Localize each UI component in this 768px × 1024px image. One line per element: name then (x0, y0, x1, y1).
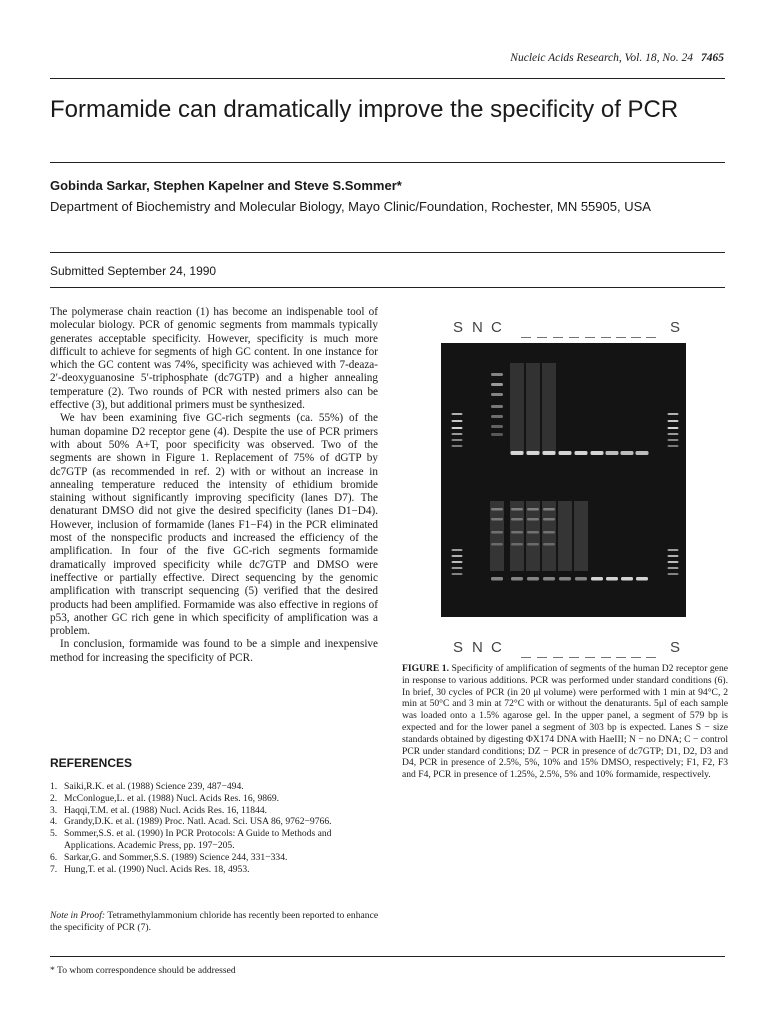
journal-header (510, 52, 724, 64)
gel-band (491, 531, 503, 534)
lane-label-f3 (627, 656, 644, 658)
gel-smear (510, 363, 524, 453)
gel-band (543, 518, 555, 521)
lane-label-d1 (533, 656, 550, 658)
product-band-lower (575, 577, 587, 581)
gel-band (543, 508, 555, 511)
lane-label-s: S (670, 639, 681, 656)
lane-label-d3 (565, 336, 582, 338)
gel-band (527, 543, 539, 546)
footnote-rule (50, 956, 725, 957)
lane-label-f4 (642, 336, 659, 338)
product-band-upper (511, 451, 524, 455)
note-in-proof (50, 910, 380, 934)
gel-smear (542, 501, 556, 571)
gel-band (491, 543, 503, 546)
ladder-band (452, 567, 463, 569)
product-band-lower (621, 577, 633, 581)
ladder-band (668, 439, 679, 441)
ladder-band (668, 427, 679, 429)
lane-label-c: C (491, 639, 502, 656)
product-band-lower (491, 577, 503, 581)
gel-band (491, 425, 503, 428)
authors: Gobinda Sarkar, Stephen Kapelner and Steve S.Sommer* (50, 178, 402, 193)
gel-band (491, 415, 503, 418)
ladder-band (668, 420, 679, 422)
figure-caption (402, 663, 728, 781)
gel-smear (510, 501, 524, 571)
product-band-lower (543, 577, 555, 581)
gel-band (491, 405, 503, 408)
gel-band (491, 433, 503, 436)
ladder-band (668, 567, 679, 569)
lane-label-f4 (642, 656, 659, 658)
page-number: 7465 (701, 52, 724, 64)
lane-label-d2 (549, 656, 566, 658)
reference-item: 7. Hung,T. et al. (1990) Nucl. Acids Res. 18, 4953. (50, 863, 250, 875)
gel-image (441, 343, 686, 617)
ladder-band (668, 413, 679, 415)
reference-item: 5. Sommer,S.S. et al. (1990) In PCR Protocols: A Guide to Methods and Applications. Academic Press, pp. 197−205. (50, 828, 332, 851)
title-rule (50, 162, 725, 163)
lane-label-f2 (612, 336, 629, 338)
affiliation: Department of Biochemistry and Molecular Biology, Mayo Clinic/Foundation, Rochester, MN 55905, USA (50, 199, 651, 214)
gel-band (491, 393, 503, 396)
footnote: * To whom correspondence should be addressed (50, 965, 236, 976)
article-title: Formamide can dramatically improve the specificity of PCR (50, 96, 679, 123)
body-paragraph-1: The polymerase chain reaction (1) has become an indispenable tool of molecular biology. PCR of genomic segments from mammals typically generates acceptable specificity. However, specificity is much more difficult to achieve for segments of high GC content. In one instance for which the GC content was 74%, specificity was achieved with 7-deaza-2′-deoxyguanosine 5′-triphosphate (dc7GTP) and a higher annealing temperature (2). Two rounds of PCR with nested primers also can be effective (3), but additional primers must be synthesized. (50, 306, 378, 412)
ladder-band (668, 445, 679, 447)
gel-band (491, 518, 503, 521)
lane-label-d4 (581, 336, 598, 338)
lane-label-f1 (597, 336, 614, 338)
lane-label-n: N (472, 639, 483, 656)
gel-smear (542, 363, 556, 453)
body-paragraph-3: In conclusion, formamide was found to be a simple and inexpensive method for increasing the specificity of PCR. (50, 638, 378, 664)
product-band-upper (591, 451, 604, 455)
lane-labels-bottom-svg (450, 620, 690, 658)
gel-smear (526, 363, 540, 453)
product-band-upper (575, 451, 588, 455)
product-band-upper (636, 451, 649, 455)
note-label: Note in Proof: (50, 910, 106, 921)
lane-label-d1 (533, 336, 550, 338)
gel-band (511, 543, 523, 546)
ladder-band (452, 413, 463, 415)
reference-item: 2. McConlogue,L. et al. (1988) Nucl. Acids Res. 16, 9869. (50, 792, 280, 804)
lane-label-c: C (491, 319, 502, 336)
affiliation-rule (50, 252, 725, 253)
lane-label-dz (517, 656, 534, 658)
body-paragraph-2: We hav been examining five GC-rich segments (ca. 55%) of the human dopamine D2 receptor gene (4). Despite the use of PCR primers with about 50% A+T, poor specificity was observed. Two of the segments are shown in Figure 1. Replacement of 75% of dGTP by dc7GTP (as recommended in ref. 2) with or without an increase in annealing temperature reduced the intensity of ethidium bromide staining without significantly improving specificity (lanes D7). The denaturant DMSO did not give the desired specificity (lanes D1−D4). However, inclusion of formamide (lanes F1−F4) in the PCR eliminated most of the nonspecific products and increased the efficiency of the amplification. In four of the five GC-rich segments formamide dramatically improved specificity while dc7GTP and DMSO were ineffective or partially effective. Direct sequencing by the genomic amplification with transcript sequencing (5) verified that the desired products had been amplified. Formamide was also effective in regions of p53, another GC rich gene in which specificity of amplification was a problem. (50, 412, 378, 638)
lane-label-d2 (549, 336, 566, 338)
gel-smear (574, 501, 588, 571)
product-band-upper (527, 451, 540, 455)
ladder-band (668, 573, 679, 575)
lane-label-f2 (612, 656, 629, 658)
ladder-band (452, 439, 463, 441)
lane-label-f3 (627, 336, 644, 338)
ladder-band (452, 433, 463, 435)
gel-svg (441, 343, 686, 617)
reference-list (50, 781, 380, 875)
submitted-rule (50, 287, 725, 288)
submitted-date: Submitted September 24, 1990 (50, 264, 217, 278)
lane-label-s: S (453, 319, 464, 336)
ladder-band (452, 445, 463, 447)
lane-label-s: S (670, 319, 681, 336)
gel-band (511, 518, 523, 521)
reference-item: 1. Saiki,R.K. et al. (1988) Science 239, 487−494. (50, 781, 244, 792)
ladder-band (668, 549, 679, 551)
gel-band (543, 531, 555, 534)
gel-band (527, 508, 539, 511)
lane-label-d3 (565, 656, 582, 658)
note-text: Tetramethylammonium chloride has recently been reported to enhance the specificity of PCR (7). (50, 910, 379, 933)
ladder-band (668, 555, 679, 557)
caption-text: Specificity of amplification of segments of the human D2 receptor gene in response to various additions. PCR was performed under standard conditions (6). In brief, 30 cycles of PCR (in 20 μl volume) were performed with 1 min at 94°C, 2 min at 50°C and 3 min at 72°C with or without the denaturants. 5μl of each sample was loaded onto a 1.5% agarose gel. In the upper panel, a segment of 579 bp is expected and for the lower panel a segment of 303 bp is expected. Lanes S − size standards obtained by digesting ΦX174 DNA with HaeIII; N − no DNA; C − control PCR under standard conditions; DZ − PCR in presence of dc7GTP; D1, D2, D3 and D4, PCR in presence of 2.5%, 5%, 10% and 15% DMSO, respectively; F1, F2, F3 and F4, PCR in presence of 1.25%, 2.5%, 5% and 10% formamide, respectively. (402, 663, 728, 781)
ladder-band (452, 573, 463, 575)
lane-label-d4 (581, 656, 598, 658)
product-band-lower (527, 577, 539, 581)
gel-smear (526, 501, 540, 571)
gel-band (491, 373, 503, 376)
caption-label: FIGURE 1. (402, 663, 450, 674)
gel-band (511, 531, 523, 534)
reference-item: 6. Sarkar,G. and Sommer,S.S. (1989) Science 244, 331−334. (50, 851, 288, 863)
gel-band (543, 543, 555, 546)
ladder-band (668, 433, 679, 435)
lane-label-dz (517, 336, 534, 338)
gel-smear (490, 501, 504, 571)
lane-label-s: S (453, 639, 464, 656)
gel-band (491, 508, 503, 511)
lane-labels-top-svg (450, 300, 690, 338)
lane-label-n: N (472, 319, 483, 336)
gel-smear (558, 501, 572, 571)
reference-item: 3. Haqqi,T.M. et al. (1988) Nucl. Acids Res. 16, 11844. (50, 804, 268, 816)
figure-lane-labels-bottom (450, 620, 690, 658)
product-band-lower (606, 577, 618, 581)
product-band-upper (606, 451, 619, 455)
gel-band (511, 508, 523, 511)
top-rule (50, 78, 725, 79)
ladder-band (452, 427, 463, 429)
article-body (50, 306, 378, 665)
gel-band (527, 531, 539, 534)
product-band-upper (621, 451, 634, 455)
product-band-lower (559, 577, 571, 581)
product-band-upper (543, 451, 556, 455)
ladder-band (452, 561, 463, 563)
figure-lane-labels-top (450, 300, 690, 338)
references-heading: REFERENCES (50, 756, 133, 770)
product-band-lower (636, 577, 648, 581)
ladder-band (668, 561, 679, 563)
product-band-lower (511, 577, 523, 581)
product-band-lower (591, 577, 603, 581)
ladder-band (452, 549, 463, 551)
gel-band (527, 518, 539, 521)
ladder-band (452, 555, 463, 557)
journal-citation: Nucleic Acids Research, Vol. 18, No. 24 (510, 52, 693, 64)
lane-label-f1 (597, 656, 614, 658)
product-band-upper (559, 451, 572, 455)
ladder-band (452, 420, 463, 422)
reference-item: 4. Grandy,D.K. et al. (1989) Proc. Natl. Acad. Sci. USA 86, 9762−9766. (50, 816, 332, 828)
gel-band (491, 383, 503, 386)
